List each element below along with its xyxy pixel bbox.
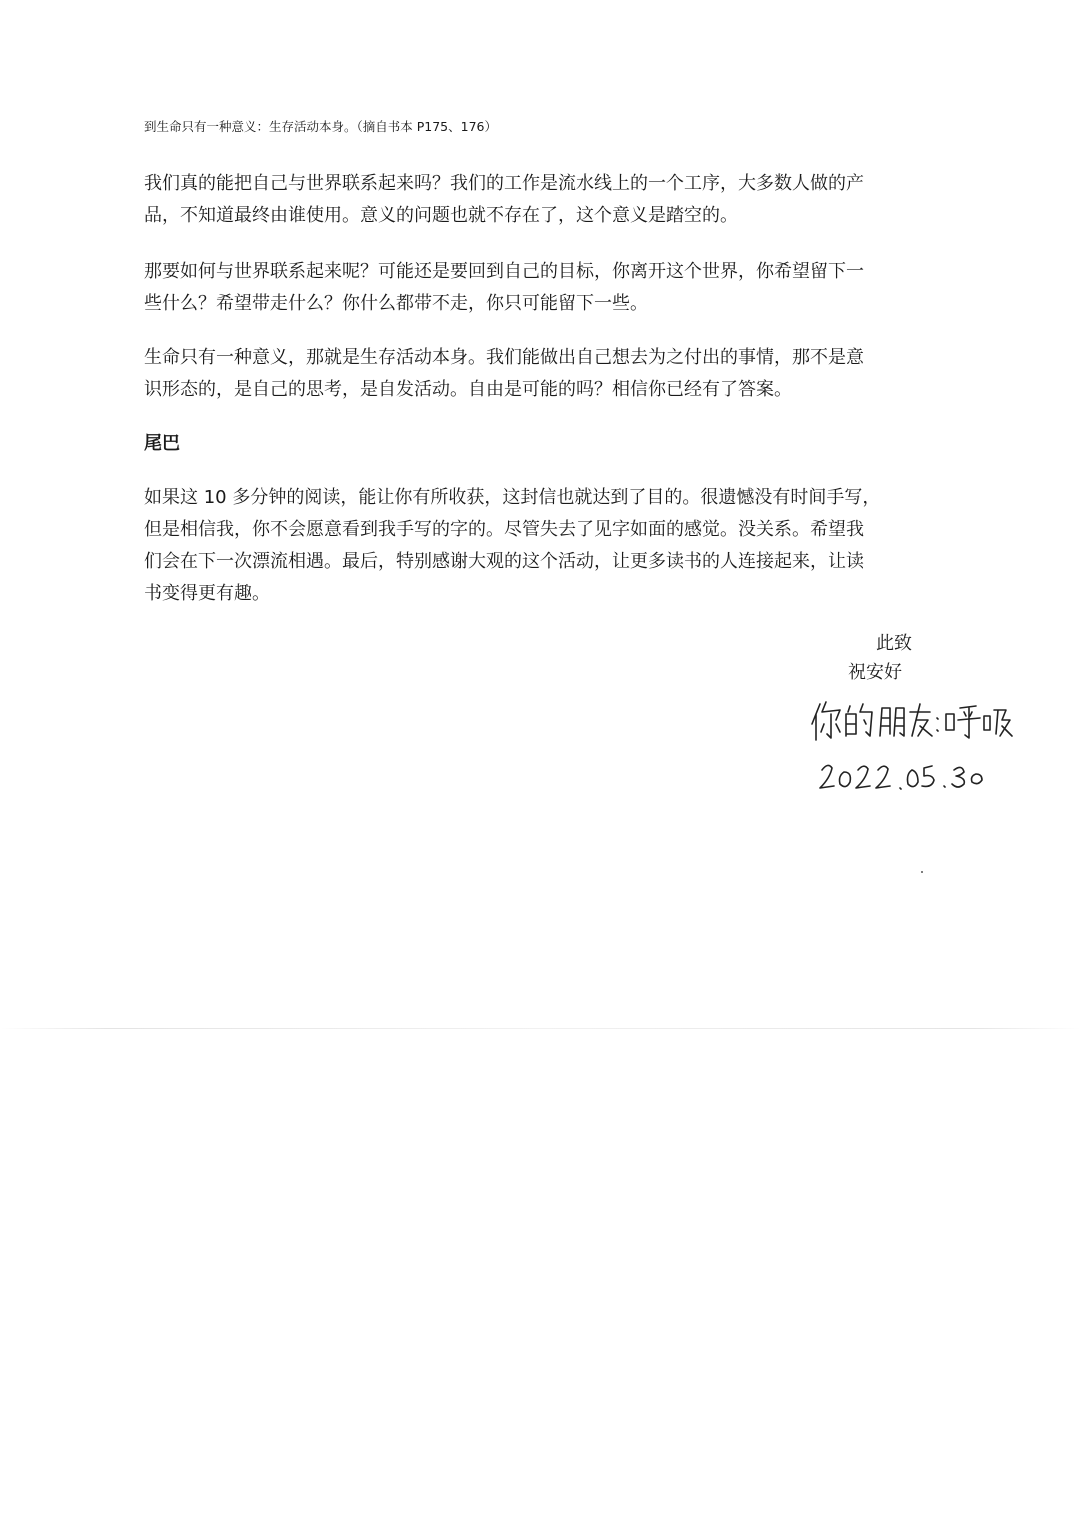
closing-salutation: 此致 [876, 633, 912, 654]
paragraph-1-line: 品，不知道最终由谁使用。意义的问题也就不存在了，这个意义是踏空的。 [144, 205, 738, 226]
paragraph-2-line: 那要如何与世界联系起来呢？可能还是要回到自己的目标，你离开这个世界，你希望留下一 [144, 261, 864, 282]
paragraph-4-line: 们会在下一次漂流相遇。最后，特别感谢大观的这个活动，让更多读书的人连接起来，让读 [144, 551, 864, 572]
paragraph-3 [144, 342, 934, 406]
paragraph-3-line: 生命只有一种意义，那就是生存活动本身。我们能做出自己想去为之付出的事情，那不是意 [144, 347, 864, 368]
quote-line: 到生命只有一种意义：生存活动本身。（摘自书本 P175、176） [144, 119, 497, 134]
paragraph-3-line: 识形态的，是自己的思考，是自发活动。自由是可能的吗？相信你已经有了答案。 [144, 379, 792, 400]
paragraph-2-line: 些什么？希望带走什么？你什么都带不走，你只可能留下一些。 [144, 293, 648, 314]
paragraph-1-line: 我们真的能把自己与世界联系起来吗？我们的工作是流水线上的一个工序，大多数人做的产 [144, 173, 864, 194]
scan-speck [921, 871, 923, 873]
paragraph-4 [144, 482, 934, 610]
paragraph-4-line: 但是相信我，你不会愿意看到我手写的字的。尽管失去了见字如面的感觉。没关系。希望我 [144, 519, 864, 540]
section-heading: 尾巴 [144, 433, 180, 454]
paragraph-2 [144, 256, 934, 320]
closing-wish: 祝安好 [848, 662, 902, 683]
handwritten-signature [800, 690, 1020, 810]
paragraph-4-line: 书变得更有趣。 [144, 583, 270, 604]
scan-fold-line [0, 1028, 1080, 1029]
paragraph-4-line: 如果这 10 多分钟的阅读，能让你有所收获，这封信也就达到了目的。很遗憾没有时间手写， [144, 487, 881, 508]
paragraph-1 [144, 168, 934, 232]
